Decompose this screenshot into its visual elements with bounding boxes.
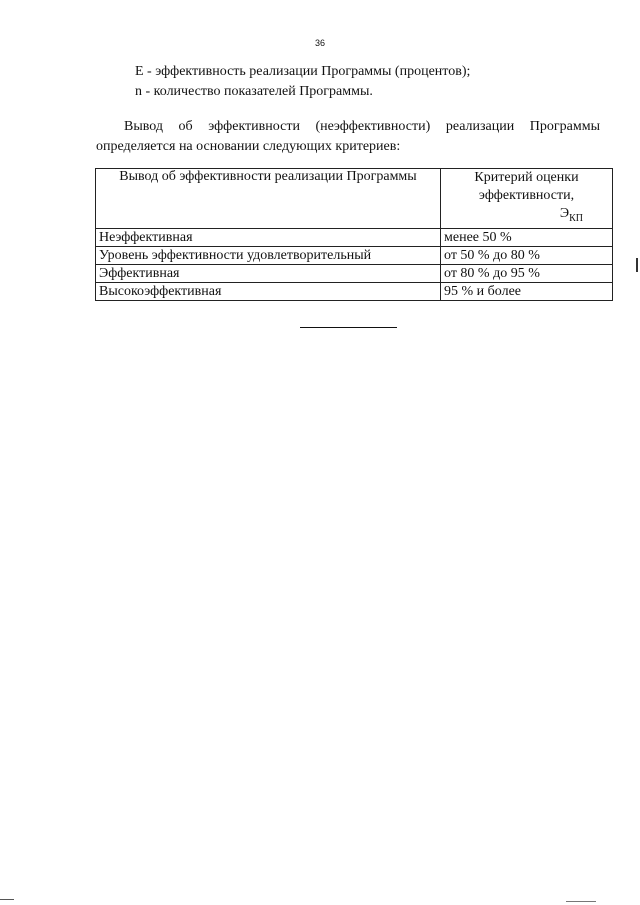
- scan-mark-bottom-right: [566, 901, 596, 902]
- page-number: 36: [314, 38, 325, 48]
- row-conclusion: Неэффективная: [96, 228, 441, 246]
- scan-mark-right: [636, 258, 638, 272]
- table-row: [96, 246, 613, 264]
- row-criterion: от 50 % до 80 %: [441, 246, 613, 264]
- table-row: [96, 264, 613, 282]
- row-conclusion: Высокоэффективная: [96, 282, 441, 300]
- header-criterion: [441, 169, 613, 229]
- table-header-row: [96, 169, 613, 229]
- header-criterion-symbol: [444, 205, 609, 228]
- end-rule: [300, 327, 397, 328]
- paragraph-line-1: Вывод об эффективности (неэффективности) реализации Программы: [124, 119, 600, 134]
- definition-e: Е - эффективность реализации Программы (процентов);: [135, 64, 471, 79]
- header-conclusion: Вывод об эффективности реализации Программы: [96, 169, 441, 229]
- criteria-paragraph: [96, 117, 600, 157]
- row-criterion: от 80 % до 95 %: [441, 264, 613, 282]
- row-conclusion: Эффективная: [96, 264, 441, 282]
- criteria-table: [95, 168, 613, 301]
- table-row: [96, 282, 613, 300]
- paragraph-line-2: определяется на основании следующих критериев:: [96, 139, 401, 154]
- symbol-subscript: КП: [569, 212, 583, 224]
- table-row: [96, 228, 613, 246]
- row-criterion: менее 50 %: [441, 228, 613, 246]
- row-conclusion: Уровень эффективности удовлетворительный: [96, 246, 441, 264]
- header-criterion-label: Критерий оценки эффективности,: [474, 170, 579, 203]
- scan-mark-bottom-left: [0, 899, 14, 900]
- definition-n: n - количество показателей Программы.: [135, 84, 373, 99]
- symbol-base: Э: [559, 206, 570, 221]
- row-criterion: 95 % и более: [441, 282, 613, 300]
